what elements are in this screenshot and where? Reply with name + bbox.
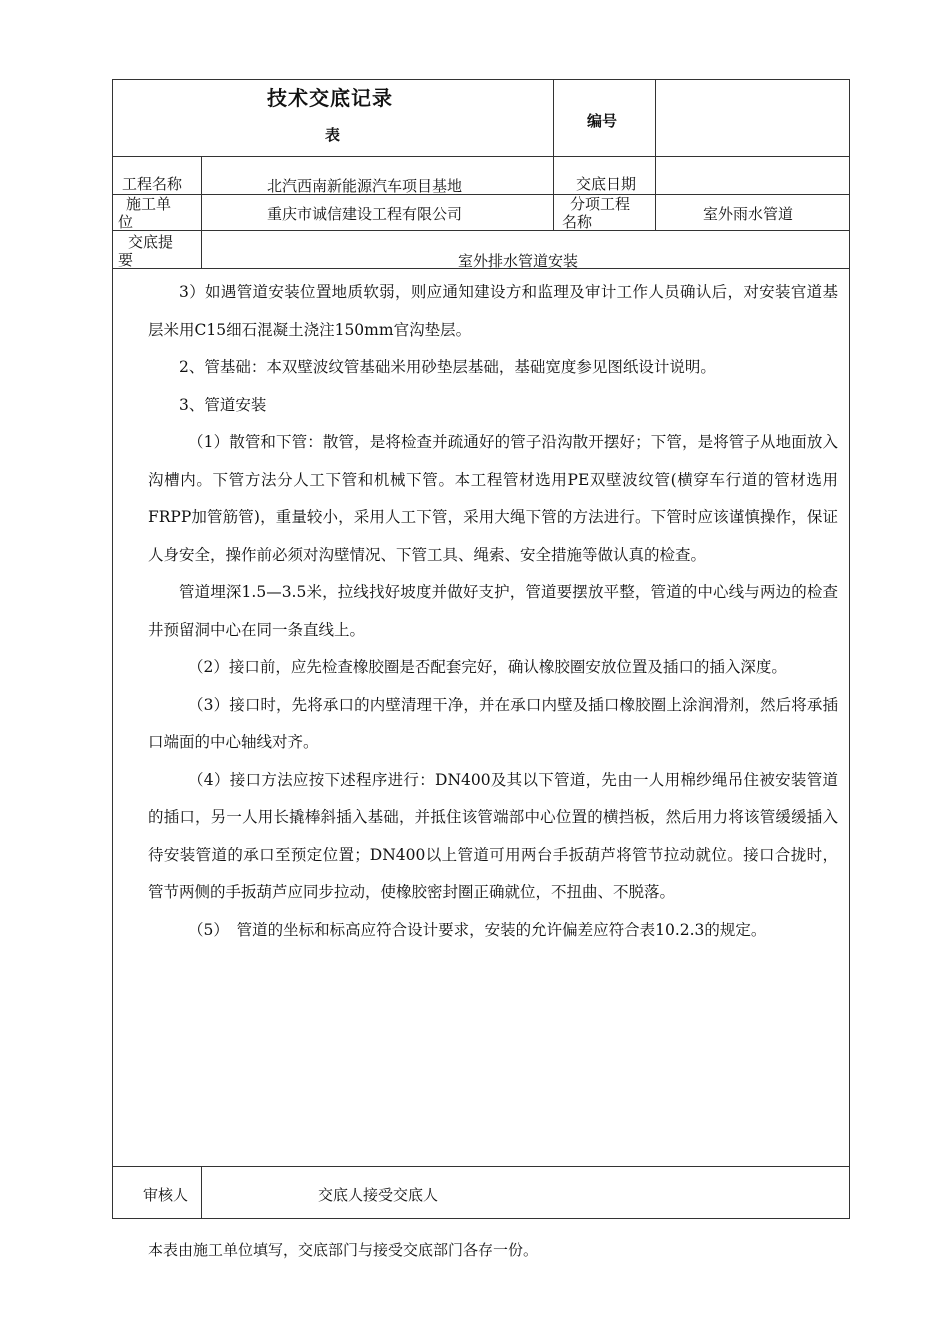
content-paragraph: 管道埋深1.5—3.5米，拉线找好坡度并做好支护，管道要摆放平整，管道的中心线与两边的检查井预留洞中心在同一条直线上。 [148,583,838,639]
col-divider-signoff [201,1166,202,1219]
col-divider-header-2 [655,79,656,156]
contractor-label-line2: 位 [118,213,134,231]
reviewer-label: 审核人 [143,1186,189,1204]
subitem-label-line1: 分项工程 [570,195,631,213]
number-label: 编号 [587,112,618,130]
content-paragraph: 3）如遇管道安装位置地质软弱，则应通知建设方和监理及审计工作人员确认后，对安装官道基层米用C15细石混凝土浇注150mm官沟垫层。 [148,283,838,339]
content-paragraph: （1）散管和下管：散管，是将检查并疏通好的管子沿沟散开摆好；下管，是将管子从地面放入沟槽内。下管方法分人工下管和机械下管。本工程管材选用PE双壁波纹管(横穿车行道的管材选用FRPP加管筋管)，重量较小，采用人工下管，采用大绳下管的方法进行。下管时应该谨慎操作，保证人身安全，操作前必须对沟壁情况、下管工具、绳索、安全措施等做认真的检查。 [148,433,838,564]
signers-label: 交底人接受交底人 [318,1186,439,1204]
project-name-value: 北汽西南新能源汽车项目基地 [267,177,463,195]
summary-label-line2: 要 [118,251,134,269]
subitem-value: 室外雨水管道 [703,205,794,223]
content-paragraph: （2）接口前，应先检查橡胶圈是否配套完好，确认橡胶圈安放位置及插口的插入深度。 [188,658,787,676]
content-paragraph: （3）接口时，先将承口的内壁清理干净，并在承口内壁及插口橡胶圈上涂润滑剂，然后将承插口端面的中心轴线对齐。 [148,695,838,751]
content-body [148,274,838,949]
summary-value: 室外排水管道安装 [458,252,579,270]
row-divider-header [112,156,850,157]
contractor-value: 重庆市诚信建设工程有限公司 [267,205,463,223]
subitem-label-line2: 名称 [562,213,593,231]
content-paragraph: 3、管道安装 [179,395,267,414]
content-paragraph: （5） 管道的坐标和标高应符合设计要求，安装的允许偏差应符合表10.2.3的规定。 [188,920,767,939]
project-name-label: 工程名称 [122,175,183,193]
summary-label-line1: 交底提 [128,233,174,251]
content-paragraph: 2、管基础：本双壁波纹管基础米用砂垫层基础，基础宽度参见图纸设计说明。 [179,358,716,376]
col-divider-label [201,156,202,268]
date-label: 交底日期 [576,175,637,193]
col-divider-mid-1 [553,156,554,230]
page-title: 技术交底记录 [267,86,393,110]
col-divider-header-1 [553,79,554,156]
contractor-label-line1: 施工单 [126,195,172,213]
row-divider-contractor [112,230,850,231]
row-divider-project [112,194,850,195]
footer-note: 本表由施工单位填写，交底部门与接受交底部门各存一份。 [148,1241,539,1259]
col-divider-mid-2 [655,156,656,230]
page-subtitle: 表 [325,126,341,144]
row-divider-content [112,1166,850,1167]
content-paragraph: （4）接口方法应按下述程序进行：DN400及其以下管道，先由一人用棉纱绳吊住被安装管道的插口，另一人用长撬棒斜插入基础，并抵住该管端部中心位置的横挡板，然后用力将该管缓缓插入待安装管道的承口至预定位置；DN400以上管道可用两台手扳葫芦将管节拉动就位。接口合拢时，管节两侧的手扳葫芦应同步拉动，使橡胶密封圈正确就位，不扭曲、不脱落。 [148,770,838,901]
